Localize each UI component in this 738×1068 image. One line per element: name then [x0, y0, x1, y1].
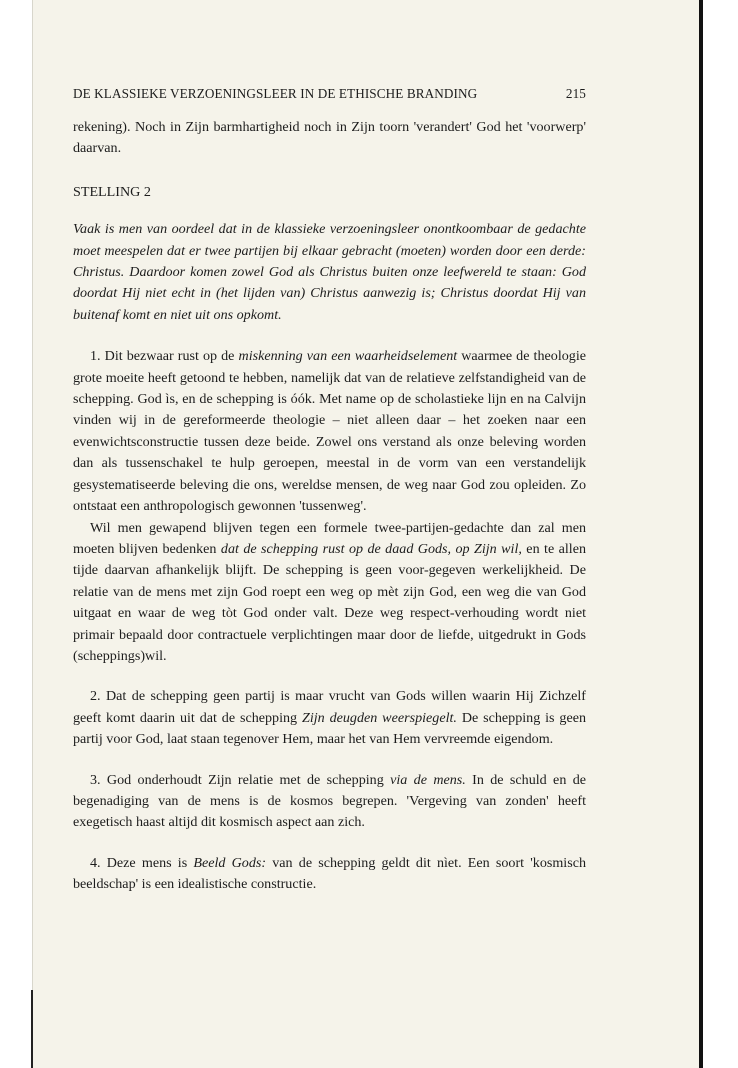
section-1-paragraph-1 — [73, 346, 586, 517]
s3-pre: 3. God onderhoudt Zijn relatie met de schepping — [90, 771, 391, 788]
s2-pre: 2. Dat de schepping geen partij is maar vrucht van Gods willen waarin Hij Zichzelf geeft komt daarin uit dat de schepping — [73, 688, 586, 726]
scan-margin-right — [703, 0, 738, 1068]
running-head — [73, 86, 586, 108]
s1-p2-emphasis: dat de schepping rust op de daad Gods, op Zijn wil, — [220, 540, 522, 557]
s3-post: In de schuld en de begenadiging van de mens is de kosmos begrepen. 'Vergeving van zonden' heeft exegetisch haast altijd dit kosmisch aspect aan zich. — [73, 771, 587, 831]
s2-post: De schepping is geen partij voor God, laat staan tegenover Hem, maar het van Hem vervreemde eigendom. — [73, 709, 587, 748]
stelling-heading: STELLING 2 — [73, 183, 151, 200]
s2-emphasis: Zijn deugden weerspiegelt. — [301, 709, 457, 726]
s4-post: van de schepping geldt dit nìet. Een soort 'kosmisch beeldschap' is een idealistische constructie. — [73, 854, 587, 893]
s3-emphasis: via de mens. — [390, 771, 466, 788]
s1-p1-post: waarmee de theologie grote moeite heeft getoond te hebben, namelijk dat van de relatieve zelfstandigheid van de schepping. God ìs, en de schepping is óók. Met name op de scholastieke lijn en na Calvijn vinden wij in de gereformeerde theologie – niet alleen daar – het zoeken naar een evenwichtsconstructie tussen deze beide. Zowel ons verstand als onze beleving worden dan als tussenschakel te hulp geroepen, meestal in de vorm van een verstandelijk gesystematiseerde beleving die ons, wereldse mensen, de weg naar God zou opleiden. Zo ontstaat een anthropologisch gewonnen 'tussenweg'. — [73, 348, 587, 515]
thesis-paragraph: Vaak is men van oordeel dat in de klassieke verzoeningsleer onontkoombaar de gedachte moet meespelen dat er twee partijen bij elkaar gebracht (moeten) worden door een derde: Christus. Daardoor komen zowel God als Christus buiten onze leefwereld te staan: God doordat Hij niet echt in (het lijden van) Christus aanwezig is; Christus doordat Hij van buitenaf komt en niet uit ons opkomt. — [73, 221, 586, 323]
s1-p1-pre: 1. Dit bezwaar rust op de — [90, 348, 239, 365]
page-content — [73, 86, 586, 896]
s1-p2-post: en te allen tijde daarvan afhankelijk blijft. De schepping is geen voor-gegeven werkelijkheid. De relatie van de mens met zijn God roept een weg op mèt zijn God, een weg die van God uitgaat en waar de weg tòt God onder valt. Deze weg respect-verhouding wordt niet primair bepaald door contractuele verplichtingen maar door de liefde, uitgedrukt in Gods (scheppings)wil. — [73, 540, 587, 664]
s4-pre: 4. Deze mens is — [90, 854, 194, 871]
s1-p2-pre: Wil men gewapend blijven tegen een formele twee-partijen-gedachte dan zal men moeten blijven bedenken — [73, 519, 586, 557]
section-3-paragraph — [73, 770, 586, 834]
running-head-title: DE KLASSIEKE VERZOENINGSLEER IN DE ETHISCHE BRANDING — [73, 86, 478, 101]
s4-emphasis: Beeld Gods: — [193, 854, 267, 871]
page-number: 215 — [565, 86, 586, 101]
scan-margin-left — [0, 0, 32, 1068]
section-4-paragraph — [73, 853, 586, 896]
scan-shadow-left — [31, 990, 33, 1068]
s1-p1-emphasis: miskenning van een waarheidselement — [238, 348, 458, 365]
section-2-paragraph — [73, 686, 586, 750]
section-1-paragraph-2 — [73, 518, 586, 668]
carryover-paragraph: rekening). Noch in Zijn barmhartigheid noch in Zijn toorn 'verandert' God het 'voorwerp' daarvan. — [73, 119, 586, 157]
